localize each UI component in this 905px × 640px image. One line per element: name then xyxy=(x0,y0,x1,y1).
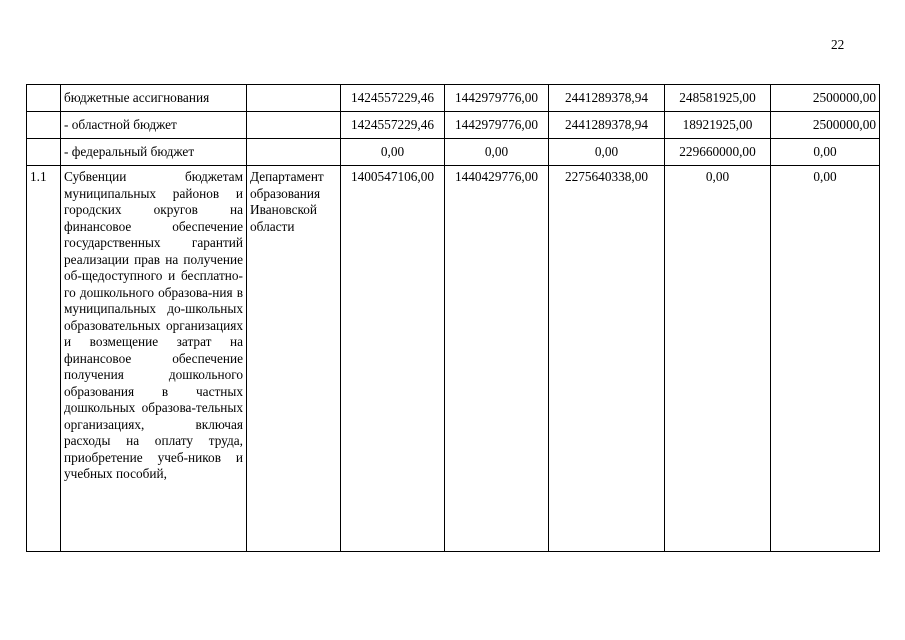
table-row xyxy=(27,166,880,552)
value-cell-year-3: 2441289378,94 xyxy=(549,112,665,139)
value-cell-year-1: 1400547106,00 xyxy=(341,166,445,552)
value-cell-year-5: 0,00 xyxy=(771,139,880,166)
table-row xyxy=(27,139,880,166)
row-number-cell xyxy=(27,139,61,166)
row-department-cell xyxy=(247,85,341,112)
value-cell-year-2: 1442979776,00 xyxy=(445,85,549,112)
table-row xyxy=(27,112,880,139)
row-number-cell xyxy=(27,112,61,139)
value-cell-year-3: 2275640338,00 xyxy=(549,166,665,552)
row-description-cell: - федеральный бюджет xyxy=(61,139,247,166)
value-cell-year-3: 2441289378,94 xyxy=(549,85,665,112)
table-row xyxy=(27,85,880,112)
value-cell-year-1: 1424557229,46 xyxy=(341,112,445,139)
value-cell-year-5: 2500000,00 xyxy=(771,85,880,112)
row-number-cell: 1.1 xyxy=(27,166,61,552)
value-cell-year-4: 229660000,00 xyxy=(665,139,771,166)
value-cell-year-2: 1440429776,00 xyxy=(445,166,549,552)
value-cell-year-2: 0,00 xyxy=(445,139,549,166)
row-department-cell xyxy=(247,139,341,166)
value-cell-year-4: 248581925,00 xyxy=(665,85,771,112)
value-cell-year-4: 0,00 xyxy=(665,166,771,552)
value-cell-year-1: 1424557229,46 xyxy=(341,85,445,112)
row-department-cell: Департамент образования Ивановской области xyxy=(247,166,341,552)
page-number: 22 xyxy=(831,37,845,52)
row-department-cell xyxy=(247,112,341,139)
row-number-cell xyxy=(27,85,61,112)
row-description-cell: - областной бюджет xyxy=(61,112,247,139)
value-cell-year-5: 0,00 xyxy=(771,166,880,552)
value-cell-year-1: 0,00 xyxy=(341,139,445,166)
value-cell-year-5: 2500000,00 xyxy=(771,112,880,139)
row-description-cell: Субвенции бюджетам муниципальных районов и городских округов на финансовое обеспечение государственных гарантий реализации прав на получение об-щедоступного и бесплатно-го дошкольного образова-ния в муниципальных до-школьных образовательных организациях и возмещение затрат на финансовое обеспечение получения дошкольного образования в частных дошкольных образова-тельных организациях, включая расходы на оплату труда, приобретение учеб-ников и учебных пособий, xyxy=(61,166,247,552)
budget-table xyxy=(26,84,880,552)
value-cell-year-2: 1442979776,00 xyxy=(445,112,549,139)
value-cell-year-3: 0,00 xyxy=(549,139,665,166)
value-cell-year-4: 18921925,00 xyxy=(665,112,771,139)
row-description-cell: бюджетные ассигнования xyxy=(61,85,247,112)
